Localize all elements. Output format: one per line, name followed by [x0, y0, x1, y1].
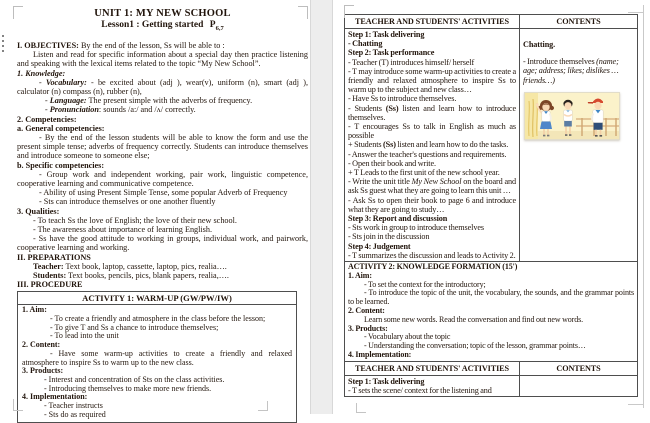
- text-run: II. PREPARATIONS: [17, 252, 91, 262]
- text-run: - T sets the scene/ context for the listening and: [348, 386, 492, 396]
- text-run: 3. Qualities:: [17, 206, 60, 216]
- text-run: - Write the unit title: [348, 177, 412, 187]
- activities-cell-step1-activity2: [345, 375, 520, 396]
- contents-note: [523, 57, 634, 85]
- col-header-activities: TEACHER AND STUDENTS' ACTIVITIES: [345, 15, 520, 29]
- text-run: + Students: [348, 140, 384, 150]
- paragraph: [17, 105, 308, 114]
- students-chatting-illustration: [524, 92, 620, 140]
- paragraph: [348, 289, 634, 307]
- page-numbers: 6,7: [215, 24, 224, 32]
- text-run: a. General competencies:: [17, 123, 105, 133]
- text-run: - Pronunciation: [45, 105, 99, 115]
- text-run: - To give T and Ss a chance to introduce themselves;: [50, 322, 219, 332]
- paragraph: [17, 96, 308, 105]
- text-run: 4. Implementation:: [22, 392, 88, 402]
- page-gap: [310, 0, 333, 414]
- paragraph: [523, 57, 634, 85]
- text-run: - To create a friendly and atmosphere in the class before the lesson;: [50, 314, 266, 324]
- paragraph: [348, 316, 634, 325]
- paragraph: [348, 104, 516, 122]
- paragraph: [348, 386, 516, 395]
- paragraph: [17, 225, 308, 234]
- crop-mark-top-right: [628, 12, 643, 13]
- paragraph: [348, 351, 634, 360]
- paragraph: [348, 177, 516, 195]
- paragraph: [348, 140, 516, 149]
- text-run: Step 1: Task delivering: [348, 30, 425, 39]
- lesson-subtitle-text: Lesson1 : Getting started: [101, 20, 204, 30]
- text-run: By the end of the lesson, Ss will be able to :: [78, 40, 225, 50]
- paragraph: [348, 67, 516, 95]
- table-row: [345, 262, 638, 362]
- text-run: - Students: [348, 103, 386, 113]
- text-run: (Ss): [383, 140, 396, 150]
- text-run: - Chatting: [348, 39, 383, 49]
- text-run: - Sts work in group to introduce themselves: [348, 223, 484, 233]
- text-run: Text books, pencils, pics, blank papers, realia,….: [66, 270, 229, 280]
- paragraph: [17, 170, 308, 188]
- text-run: The present simple with the adverbs of frequency.: [86, 96, 253, 106]
- paragraph: [17, 161, 308, 170]
- text-run: Step 3: Report and discussion: [348, 214, 448, 224]
- text-run: - Language:: [45, 96, 87, 106]
- text-run: Learn some new words. Read the conversation and find out new words.: [364, 314, 584, 324]
- text-run: - Introducing themselves to make more new friends.: [44, 383, 212, 393]
- text-run: (name; age; address; likes; dislikes … friends…): [523, 57, 619, 85]
- dot: [2, 40, 4, 42]
- paragraph: [17, 50, 308, 68]
- text-run: + T Leads to the first unit of the new school year.: [348, 168, 500, 178]
- text-run: - T may introduce some warm-up activities to create a friendly and relaxed atmosphere to inspire Ss to warm up to the subject and new class…: [348, 66, 516, 95]
- paragraph: [17, 124, 308, 133]
- paragraph: [17, 197, 308, 206]
- text-run: III. PROCEDURE: [17, 280, 83, 290]
- paragraph: [348, 58, 516, 67]
- text-run: - Vocabulary:: [39, 77, 87, 87]
- text-run: - To introduce the topic of the unit, the vocabulary, the sounds, and the grammar points to be learned.: [348, 288, 634, 307]
- text-run: - By the end of the lesson students will be able to know the form and use the present simple tense; adverbs of frequency correctly. Students can introduce themselves and introduce someone to someone else;: [17, 132, 308, 161]
- text-run: - Have Ss to introduce themselves.: [348, 94, 457, 104]
- page-ref: P: [209, 20, 216, 30]
- text-run: - Ability of using Present Simple Tense, some popular Adverb of Frequency: [39, 188, 288, 198]
- paragraph: [348, 232, 516, 241]
- crop-mark-top-left: [344, 5, 354, 18]
- text-run: Students:: [33, 270, 67, 280]
- paragraph: [17, 262, 308, 271]
- paragraph: [17, 133, 308, 161]
- col-header-contents: CONTENTS: [520, 15, 638, 29]
- paragraph: [348, 150, 516, 159]
- dot: [2, 35, 4, 37]
- text-run: - Sts can introduce themselves or one another fluently: [39, 197, 216, 207]
- crop-mark-bottom-right: [258, 401, 268, 411]
- paragraph: [17, 234, 308, 252]
- activity1-body: [18, 305, 296, 421]
- text-run: 2. Competencies:: [17, 114, 77, 124]
- activity1-header: ACTIVITY 1: WARM-UP (GW/PW/IW): [18, 292, 296, 305]
- text-run: 1. Knowledge:: [17, 68, 66, 78]
- text-run: - To set the context for the introductory;: [364, 279, 486, 289]
- crop-mark-top-right: [298, 6, 308, 19]
- table-header-row: [345, 361, 638, 375]
- paragraph: [17, 253, 308, 262]
- students-illustration-graphic: [525, 93, 619, 139]
- activity1-table: [17, 291, 297, 422]
- table-header-row: [345, 15, 638, 29]
- text-run: - T summarizes the discussion and leads to Activity 2.: [348, 250, 516, 260]
- crop-mark-bottom-right: [628, 404, 643, 405]
- crop-mark-bottom-left: [13, 399, 23, 411]
- paragraph: [348, 214, 516, 223]
- text-run: Teacher:: [33, 261, 64, 271]
- contents-heading: Chatting.: [523, 40, 556, 49]
- text-run: b. Specific competencies:: [17, 160, 105, 170]
- text-run: 2. Content:: [348, 306, 385, 316]
- crop-mark-bottom-left: [356, 403, 366, 413]
- page-right: [333, 0, 650, 414]
- text-run: - be excited about (adj ), wear(v), uniform (n), smart (adj ), calculator (n) compass (n), rubber (n),: [17, 77, 309, 96]
- paragraph: [348, 168, 516, 177]
- paragraph: [348, 30, 516, 39]
- lesson-subtitle: [17, 20, 308, 32]
- paragraph: [17, 216, 308, 225]
- page-title: UNIT 1: MY NEW SCHOOL: [94, 8, 231, 19]
- text-run: - To teach Ss the love of English; the love of their new school.: [33, 215, 237, 225]
- paragraph: [22, 350, 292, 367]
- text-run: I. OBJECTIVES:: [17, 40, 79, 50]
- text-run: 3. Products:: [22, 366, 64, 376]
- text-run: My New School: [411, 177, 462, 187]
- text-run: 1. Aim:: [22, 305, 47, 315]
- text-run: - Sts do as required: [44, 409, 106, 419]
- col-header-contents: CONTENTS: [520, 361, 638, 375]
- paragraph: [348, 94, 516, 103]
- text-run: 1. Aim:: [348, 270, 372, 280]
- text-run: - Teacher (T) introduces himself/ herself: [348, 57, 475, 67]
- text-run: - Ss have the good attitude to working in groups, individual work, and pairwork, cooperative learning and working.: [17, 234, 308, 253]
- text-run: - Ask Ss to open their book to page 6 and introduce what they are going to study…: [348, 195, 516, 214]
- paragraph: [348, 377, 516, 386]
- contents-cell: [520, 29, 638, 262]
- left-page-content: [0, 0, 308, 423]
- activities-table: [344, 14, 638, 397]
- text-run: Step 2: Task performance: [348, 48, 435, 58]
- contents-cell-empty: [520, 375, 638, 396]
- text-run: - Answer the teacher's questions and requirements.: [348, 149, 507, 159]
- text-run: - Vocabulary about the topic: [364, 332, 451, 342]
- paragraph: [348, 242, 516, 251]
- paragraph: [348, 196, 516, 214]
- text-run: : sounds /a:/ and /ʌ/ correctly.: [98, 105, 196, 115]
- text-run: 3. Products:: [348, 323, 388, 333]
- text-run: Text book, laptop, cassette, laptop, pics, realia….: [63, 261, 227, 271]
- text-run: - Understanding the conversation; topic of the lesson, grammar points…: [364, 341, 586, 351]
- paragraph: [22, 411, 292, 420]
- paragraph: [17, 115, 308, 124]
- activities-cell-step1: [345, 29, 520, 262]
- text-run: listen and learn how to introduce themselves.: [348, 103, 517, 122]
- paragraph: [17, 271, 308, 280]
- text-run: 2. Content:: [22, 340, 61, 350]
- paragraph: [348, 263, 634, 272]
- paragraph: [348, 122, 516, 140]
- text-run: - Teacher instructs: [44, 401, 103, 411]
- text-run: (Ss): [385, 103, 399, 113]
- paragraph: [17, 207, 308, 216]
- paragraph: [17, 188, 308, 197]
- text-run: - To lead into the unit: [50, 331, 119, 341]
- text-run: - Open their book and write.: [348, 158, 436, 168]
- paragraph: [22, 332, 292, 341]
- paragraph: [17, 41, 308, 50]
- paragraph: [17, 280, 308, 289]
- text-run: ACTIVITY 2: KNOWLEDGE FORMATION (15'): [348, 262, 518, 272]
- paragraph: [348, 48, 516, 57]
- dot: [2, 45, 4, 47]
- paragraph: [348, 223, 516, 232]
- paragraph: [348, 251, 516, 260]
- text-run: - Interest and concentration of Sts on the class activities.: [44, 375, 225, 384]
- dot: [2, 50, 4, 52]
- paragraph: [348, 159, 516, 168]
- page-edge-line: [643, 5, 644, 408]
- paragraph: [17, 78, 308, 96]
- paragraph: [17, 69, 308, 78]
- text-run: - Group work and independent working, pair work, linguistic competence, cooperative learning and communicative competence.: [17, 169, 308, 188]
- text-run: Step 1: Task delivering: [348, 376, 425, 386]
- crop-mark-top-left: [13, 6, 23, 19]
- text-run: - Have some warm-up activities to create a friendly and relaxed atmosphere to inspire Ss to warm up to the new class.: [22, 348, 292, 367]
- text-run: on the board and ask Ss guest what they are going to learn this unit …: [348, 177, 517, 196]
- col-header-activities: TEACHER AND STUDENTS' ACTIVITIES: [345, 361, 520, 375]
- text-run: - Introduce themselves: [523, 57, 597, 67]
- revision-dots-mark: [2, 35, 4, 55]
- text-run: Listen and read for specific information about a special day then practice listening and speaking with the lexical items related to the topic “My New School”.: [17, 50, 308, 69]
- text-run: - The awareness about importance of learning English.: [33, 224, 213, 234]
- paragraph: [348, 39, 516, 48]
- text-run: listen and learn how to do the tasks.: [395, 140, 509, 150]
- activity2-cell: [345, 262, 638, 362]
- table-row: [345, 375, 638, 396]
- text-run: Step 4: Judgement: [348, 241, 411, 251]
- text-run: 4. Implementation:: [348, 350, 412, 360]
- page-left: [0, 0, 310, 419]
- table-row: [345, 29, 638, 262]
- objectives-section: [17, 41, 308, 289]
- text-run: - T encourages Ss to talk in English as much as possible: [348, 122, 516, 141]
- text-run: - Sts join in the discussion: [348, 232, 430, 242]
